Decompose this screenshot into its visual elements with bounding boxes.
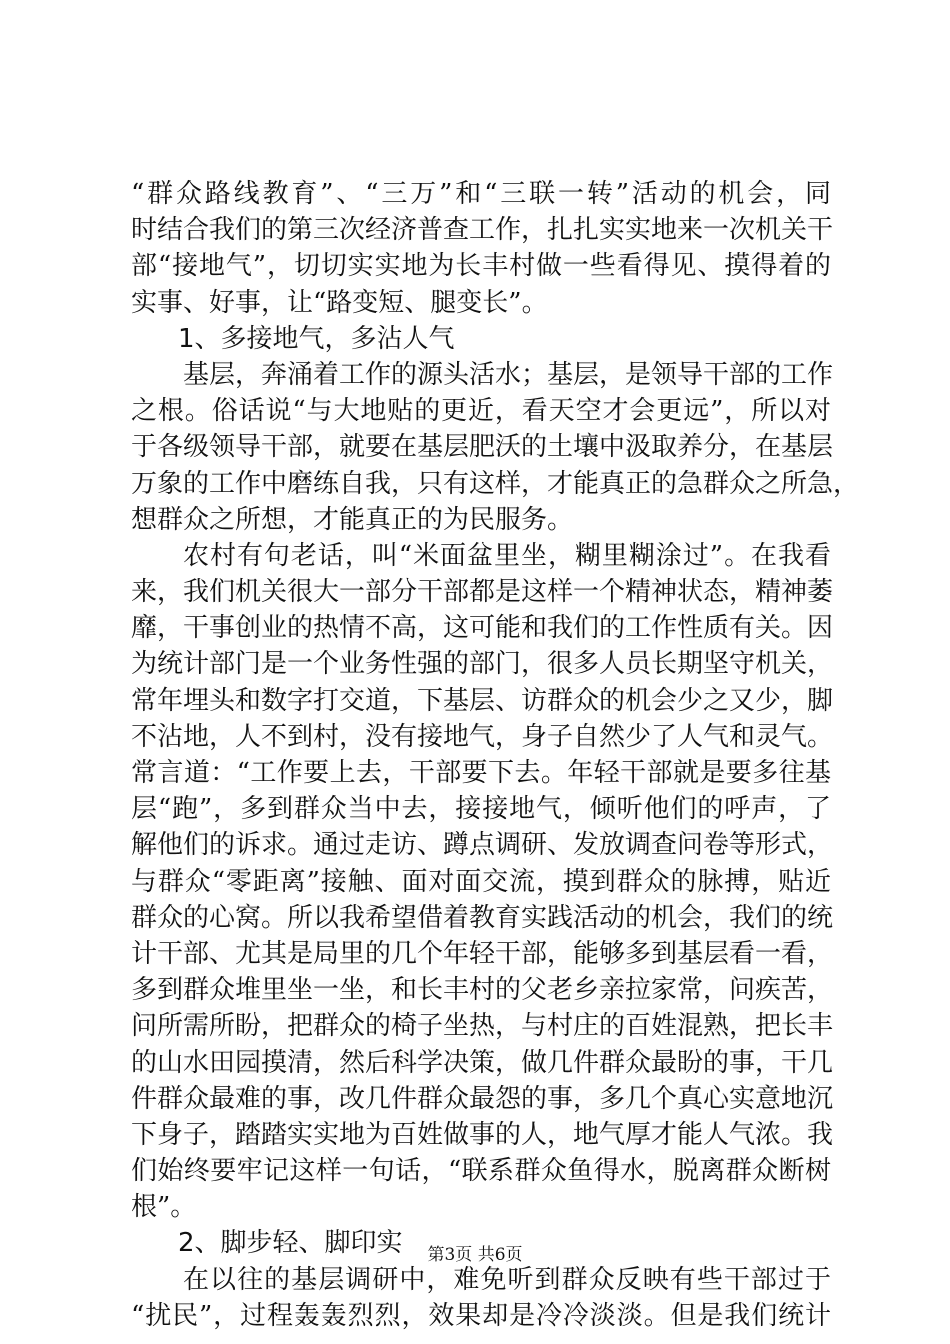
text-line: 根”。 [131, 1192, 197, 1223]
text-line: 不沾地，人不到村，没有接地气，身子自然少了人气和灵气。 [131, 721, 834, 752]
text-line: 想群众之所想，才能真正的为民服务。 [131, 504, 574, 535]
paragraph-first-line: 在以往的基层调研中，难免听到群众反映有些干部过于 [183, 1264, 831, 1295]
text-line: 群众的心窝。所以我希望借着教育实践活动的机会，我们的统 [131, 902, 834, 933]
text-line: 部“接地气”，切切实实地为长丰村做一些看得见、摸得着的 [131, 251, 831, 282]
page-number-footer: 第3页 共6页 [427, 1245, 523, 1265]
text-line: 时结合我们的第三次经济普查工作，扎扎实实地来一次机关干 [131, 215, 834, 246]
text-line: 为统计部门是一个业务性强的部门，很多人员长期坚守机关， [131, 649, 834, 680]
section-heading: 1、多接地气，多沾人气 [178, 323, 455, 354]
section-heading: 2、脚步轻、脚印实 [178, 1228, 403, 1259]
text-line: 计干部、尤其是局里的几个年轻干部，能够多到基层看一看， [131, 938, 834, 969]
text-line: 实事、好事，让“路变短、腿变长”。 [131, 287, 548, 318]
text-line: 们始终要牢记这样一句话，“联系群众鱼得水，脱离群众断树 [131, 1156, 831, 1187]
text-line: 常年埋头和数字打交道，下基层、访群众的机会少之又少，脚 [131, 685, 834, 716]
text-line: 常言道：“工作要上去，干部要下去。年轻干部就是要多往基 [131, 758, 831, 788]
paragraph-first-line: 基层，奔涌着工作的源头活水；基层，是领导干部的工作 [183, 359, 834, 390]
text-line: 件群众最难的事，改几件群众最怨的事，多几个真心实意地沉 [131, 1083, 834, 1114]
text-line: 万象的工作中磨练自我，只有这样，才能真正的急群众之所急， [131, 468, 860, 499]
text-line: 多到群众堆里坐一坐，和长丰村的父老乡亲拉家常，问疾苦， [131, 975, 834, 1006]
paragraph-first-line: 农村有句老话，叫“米面盆里坐，糊里糊涂过”。在我看 [183, 540, 831, 571]
text-line: “扰民”，过程轰轰烈烈，效果却是冷冷淡淡。但是我们统计 [131, 1300, 831, 1331]
text-line: 来，我们机关很大一部分干部都是这样一个精神状态，精神萎 [131, 577, 834, 608]
body-text [131, 176, 860, 1334]
text-line: 层“跑”，多到群众当中去，接接地气，倾听他们的呼声，了 [131, 794, 831, 825]
text-line: 于各级领导干部，就要在基层肥沃的土壤中汲取养分，在基层 [131, 432, 834, 463]
text-line: 的山水田园摸清，然后科学决策，做几件群众最盼的事，干几 [131, 1047, 834, 1078]
text-line: 与群众“零距离”接触、面对面交流，摸到群众的脉搏，贴近 [131, 866, 831, 897]
text-line: 下身子，踏踏实实地为百姓做事的人，地气厚才能人气浓。我 [131, 1119, 834, 1150]
text-line: 解他们的诉求。通过走访、蹲点调研、发放调查问卷等形式， [131, 830, 834, 861]
text-line: 之根。俗话说“与大地贴的更近，看天空才会更远”，所以对 [131, 396, 831, 427]
text-line: 问所需所盼，把群众的椅子坐热，与村庄的百姓混熟，把长丰 [131, 1011, 834, 1042]
text-line: 靡，干事创业的热情不高，这可能和我们的工作性质有关。因 [131, 613, 834, 644]
text-line: “群众路线教育”、“三万”和“三联一转”活动的机会，同 [131, 179, 831, 209]
